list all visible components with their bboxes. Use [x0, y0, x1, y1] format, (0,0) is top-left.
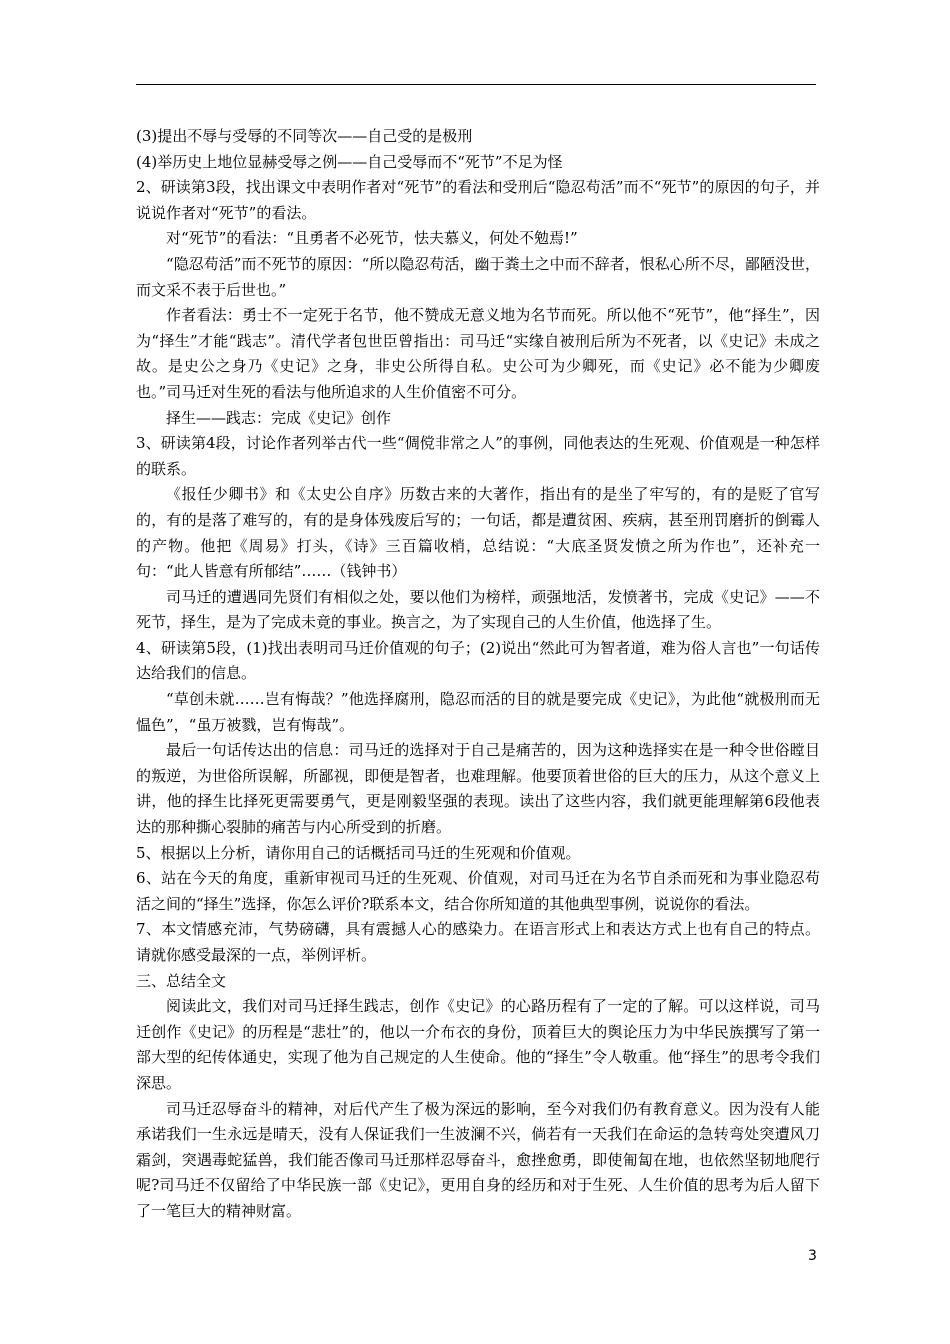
paragraph: (3)提出不辱与受辱的不同等次——自己受的是极刑 [136, 127, 473, 145]
paragraph: 司马迁的遭遇同先贤们有相似之处，要以他们为榜样，顽强地活，发愤著书，完成《史记》——不死节，择生，是为了完成未竟的事业。换言之，为了实现自己的人生价值，他选择了生。 [136, 587, 820, 632]
question-paragraph: 5、根据以上分析，请你用自己的话概括司马迁的生死观和价值观。 [136, 843, 581, 862]
question-paragraph: 6、站在今天的角度，重新审视司马迁的生死观、价值观，对司马迁在为名节自杀而死和为事业隐忍苟活之间的“择生”选择，你怎么评价?联系本文，结合你所知道的其他典型事例，说说你的看法。 [136, 869, 820, 913]
question-paragraph: 2、研读第3段，找出课文中表明作者对“死节”的看法和受刑后“隐忍苟活”而不“死节”的原因的句子，并说说作者对“死节”的看法。 [136, 178, 820, 222]
paragraph: 择生——践志：完成《史记》创作 [166, 408, 392, 427]
paragraph: “隐忍苟活”而不死节的原因：“所以隐忍苟活，幽于粪土之中而不辞者，恨私心所不尽，鄙陋没世，而文采不表于后世也。” [136, 254, 820, 299]
paragraph: “草创未就……岂有悔哉？”他选择腐刑，隐忍而活的目的就是要完成《史记》，为此他“就极刑而无愠色”，“虽万被戮，岂有悔哉”。 [136, 690, 820, 734]
question-paragraph: 4、研读第5段，(1)找出表明司马迁价值观的句子；(2)说出“然此可为智者道，难为俗人言也”一句话传达给我们的信息。 [136, 638, 820, 683]
header-rule [136, 84, 816, 85]
section-heading: 三、总结全文 [136, 971, 227, 990]
question-paragraph: 3、研读第4段，讨论作者列举古代一些“倜傥非常之人”的事例，同他表达的生死观、价值观是一种怎样的联系。 [136, 434, 820, 478]
paragraph: 对“死节”的看法：“且勇者不必死节，怯夫慕义，何处不勉焉!” [166, 229, 578, 248]
paragraph: (4)举历史上地位显赫受辱之例——自己受辱而不“死节”不足为怪 [136, 152, 563, 171]
paragraph: 作者看法：勇士不一定死于名节，他不赞成无意义地为名节而死。所以他不“死节”，他“择生”，因为“择生”才能“践志”。清代学者包世臣曾指出：司马迁“实缘自被刑后所为不死者，以《史记》未成之故。是史公之身乃《史记》之身，非史公所得自私。史公可为少卿死，而《史记》必不能为少卿废也。”司马迁对生死的看法与他所追求的人生价值密不可分。 [136, 306, 820, 401]
paragraph: 最后一句话传达出的信息：司马迁的选择对于自己是痛苦的，因为这种选择实在是一种令世俗瞠目的叛逆，为世俗所误解，所鄙视，即便是智者，也难理解。他要顶着世俗的巨大的压力，从这个意义上讲，他的择生比择死更需要勇气，更是刚毅坚强的表现。读出了这些内容，我们就更能理解第6段他表达的那种撕心裂肺的痛苦与内心所受到的折磨。 [136, 741, 820, 837]
page-number: 3 [808, 1248, 817, 1264]
paragraph: 《报任少卿书》和《太史公自序》历数古来的大著作，指出有的是坐了牢写的，有的是贬了官写的，有的是落了难写的，有的是身体残废后写的；一句话，都是遭贫困、疾病，甚至刑罚磨折的倒霉人的产物。他把《周易》打头，《诗》三百篇收梢，总结说：“大底圣贤发愤之所为作也”，还补充一句：“此人皆意有所郁结”……（钱钟书） [136, 485, 820, 581]
document-body [136, 124, 820, 1225]
paragraph: 司马迁忍辱奋斗的精神，对后代产生了极为深远的影响，至今对我们仍有教育意义。因为没有人能承诺我们一生永远是晴天，没有人保证我们一生波澜不兴，倘若有一天我们在命运的急转弯处突遭风刀霜剑，突遇毒蛇猛兽，我们能否像司马迁那样忍辱奋斗，愈挫愈勇，即使匍匐在地，也依然坚韧地爬行呢?司马迁不仅留给了中华民族一部《史记》，更用自身的经历和对于生死、人生价值的思考为后人留下了一笔巨大的精神财富。 [136, 1099, 820, 1220]
paragraph: 阅读此文，我们对司马迁择生践志，创作《史记》的心路历程有了一定的了解。可以这样说，司马迁创作《史记》的历程是“悲壮”的，他以一介布衣的身份，顶着巨大的舆论压力为中华民族撰写了第一部大型的纪传体通史，实现了他为自己规定的人生使命。他的“择生”令人敬重。他“择生”的思考令我们深思。 [136, 997, 820, 1092]
question-paragraph: 7、本文情感充沛，气势磅礴，具有震撼人心的感染力。在语言形式上和表达方式上也有自己的特点。请就你感受最深的一点，举例评析。 [136, 920, 820, 964]
